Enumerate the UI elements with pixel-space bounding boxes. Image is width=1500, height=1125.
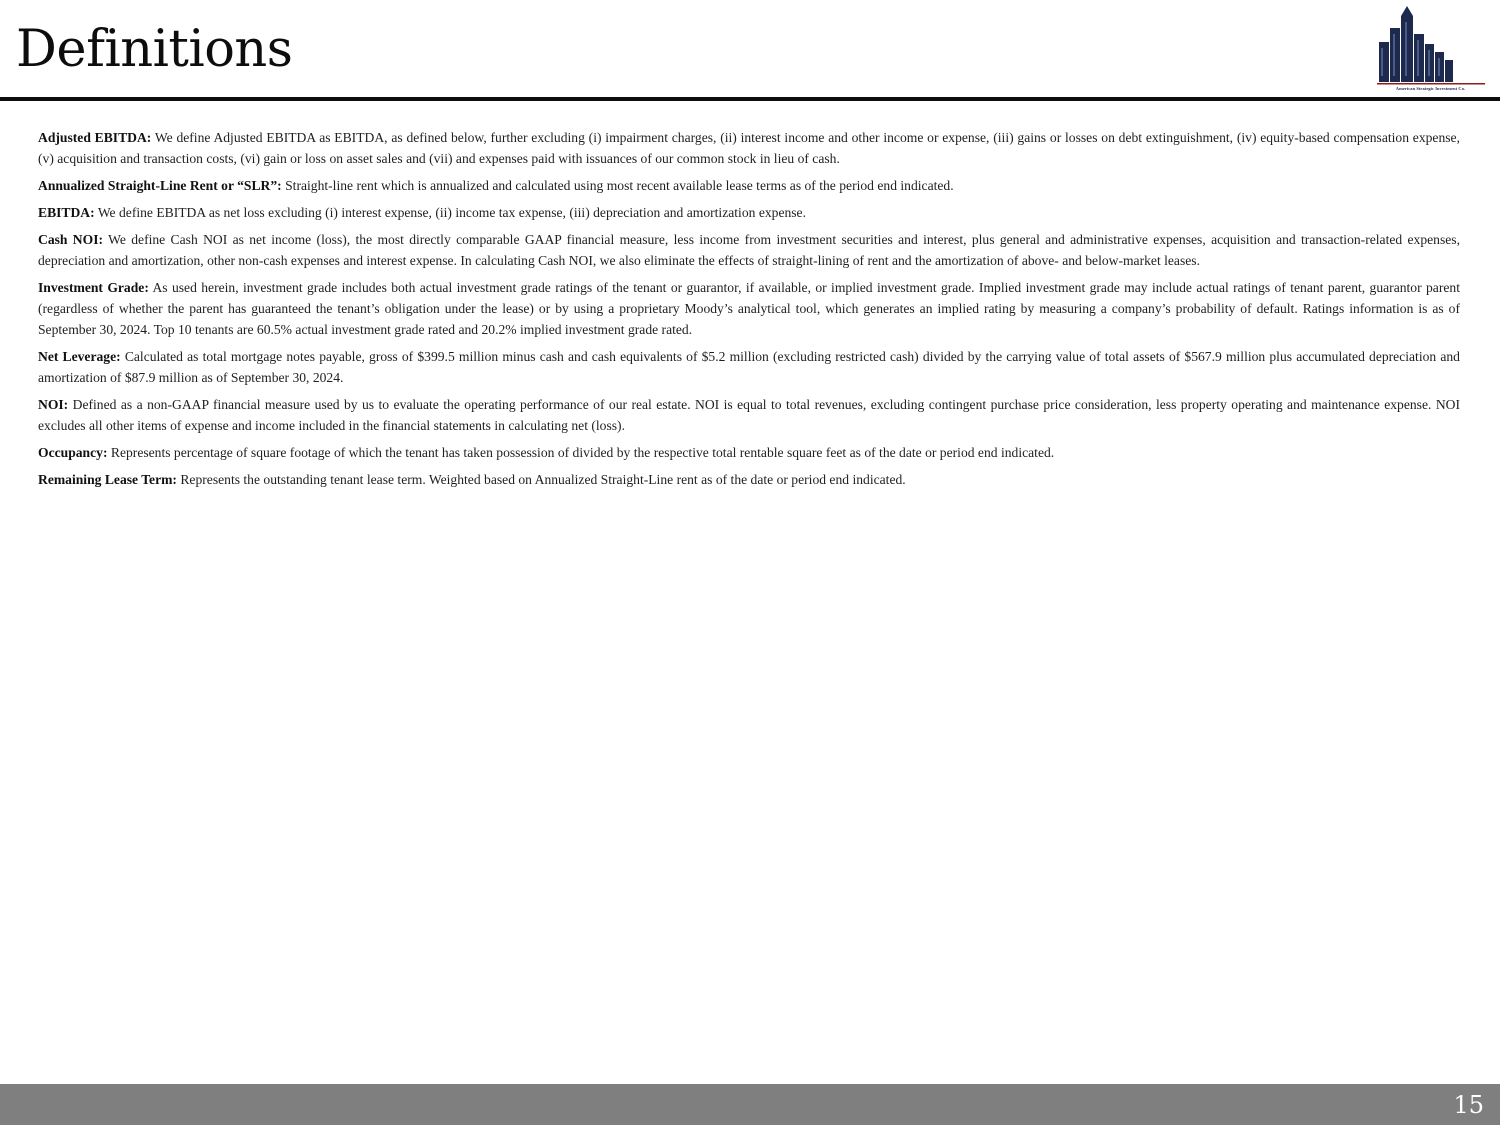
definition-net-leverage xyxy=(38,346,1460,388)
header-divider xyxy=(0,97,1500,101)
definition-text: We define Adjusted EBITDA as EBITDA, as defined below, further excluding (i) impairment charges, (ii) interest income and other income or expense, (iii) gains or losses on debt extinguishment, (iv) equity-based compensation expense, (v) acquisition and transaction costs, (vi) gain or loss on asset sales and (vii) and expenses paid with issuances of our common stock in lieu of cash. xyxy=(38,130,1460,166)
definition-text: Represents percentage of square footage of which the tenant has taken possession of divided by the respective total rentable square feet as of the date or period end indicated. xyxy=(110,445,1055,460)
definition-noi xyxy=(38,394,1460,436)
definition-text: We define EBITDA as net loss excluding (i) interest expense, (ii) income tax expense, (iii) depreciation and amortization expense. xyxy=(97,205,806,220)
definition-term: Annualized Straight-Line Rent or “SLR”: xyxy=(38,178,282,193)
definition-text: Straight-line rent which is annualized and calculated using most recent available lease terms as of the period end indicated. xyxy=(285,178,954,193)
city-skyline-icon xyxy=(1373,4,1488,86)
definition-annualized-slr xyxy=(38,175,1460,196)
definition-text: As used herein, investment grade includes both actual investment grade ratings of the tenant or guarantor, if available, or implied investment grade. Implied investment grade may include actual ratings of tenant parent, guarantor parent (regardless of whether the parent has guaranteed the tenant’s obligation under the lease) or by using a proprietary Moody’s analytical tool, which generates an implied rating by measuring a company’s probability of default. Ratings information is as of September 30, 2024. Top 10 tenants are 60.5% actual investment grade rated and 20.2% implied investment grade rated. xyxy=(38,280,1460,337)
definition-text: Defined as a non-GAAP financial measure used by us to evaluate the operating performance of our real estate. NOI is equal to total revenues, excluding contingent purchase price consideration, less property operating and maintenance expense. NOI excludes all other items of expense and income included in the financial statements in calculating net (loss). xyxy=(38,397,1460,433)
definition-term: Occupancy: xyxy=(38,445,108,460)
definition-text: Calculated as total mortgage notes payable, gross of $399.5 million minus cash and cash equivalents of $5.2 million (excluding restricted cash) divided by the carrying value of total assets of $567.9 million plus accumulated depreciation and amortization of $87.9 million as of September 30, 2024. xyxy=(38,349,1460,385)
definition-adjusted-ebitda xyxy=(38,127,1460,169)
definition-term: NOI: xyxy=(38,397,69,412)
definition-occupancy xyxy=(38,442,1460,463)
page-title: Definitions xyxy=(16,20,293,79)
footer-bar xyxy=(0,1084,1500,1125)
definition-investment-grade xyxy=(38,277,1460,340)
definition-term: EBITDA: xyxy=(38,205,95,220)
definition-term: Adjusted EBITDA: xyxy=(38,130,152,145)
logo-caption: American Strategic Investment Co. xyxy=(1395,86,1466,91)
definition-remaining-lease-term xyxy=(38,469,1460,490)
definition-ebitda xyxy=(38,202,1460,223)
definition-term: Investment Grade: xyxy=(38,280,149,295)
definition-text: Represents the outstanding tenant lease term. Weighted based on Annualized Straight-Line rent as of the date or period end indicated. xyxy=(180,472,906,487)
definition-text: We define Cash NOI as net income (loss), the most directly comparable GAAP financial measure, less income from investment securities and interest, plus general and administrative expenses, acquisition and transaction-related expenses, depreciation and amortization, other non-cash expenses and interest expense. In calculating Cash NOI, we also eliminate the effects of straight-lining of rent and the amortization of above- and below-market leases. xyxy=(38,232,1460,268)
page-number: 15 xyxy=(1453,1091,1484,1119)
definition-term: Cash NOI: xyxy=(38,232,104,247)
definitions-list xyxy=(38,127,1460,496)
company-logo xyxy=(1373,4,1488,94)
definition-cash-noi xyxy=(38,229,1460,271)
definition-term: Net Leverage: xyxy=(38,349,121,364)
definition-term: Remaining Lease Term: xyxy=(38,472,177,487)
